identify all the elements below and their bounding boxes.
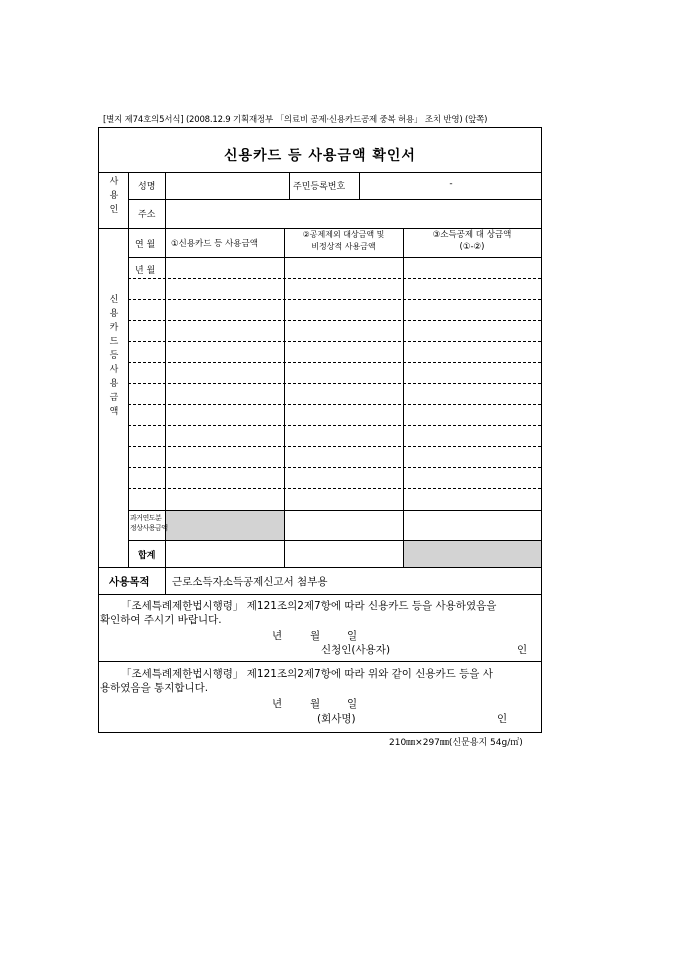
rrn-label: 주민등록번호 [293,182,346,192]
company-seal[interactable]: 인 [497,713,508,725]
applicant-label: 신청인(사용자) [321,644,391,656]
shaded-cell [166,511,284,540]
request-date-day: 일 [347,630,358,642]
col-deductible-amount-header: ③소득공제 대 상금액 (①-②) [432,230,512,252]
company-label: (회사명) [317,713,356,725]
total-row-label: 합계 [138,551,156,561]
col-excluded-amount-header: ②공제제외 대상금액 및 비정상적 사용금액 [302,230,385,251]
col-card-amount-header: ①신용카드 등 사용금액 [171,239,258,249]
request-text-line2: 확인하여 주시기 바랍니다. [100,614,222,626]
shaded-cell [404,541,541,567]
request-text-line1: 「조세특례제한법시행령」 제121조의2제7항에 따라 신용카드 등을 사용하였음을 [121,600,497,612]
purpose-value: 근로소득자소득공제신고서 첨부용 [172,576,328,588]
paper-spec-note: 210㎜×297㎜(신문용지 54g/㎡) [389,738,523,748]
past-year-row-label: 과거연도분 정상사용금액 [130,514,168,532]
col-month-header: 연 월 [135,240,156,250]
form-title: 신용카드 등 사용금액 확인서 [224,148,416,164]
notice-text-line1: 「조세특례제한법시행령」 제121조의2제7항에 따라 위와 같이 신용카드 등을 사 [121,668,493,680]
notice-date-month: 월 [310,698,321,710]
address-label: 주소 [138,210,156,220]
rrn-field[interactable]: - [449,179,453,189]
notice-date-day: 일 [347,698,358,710]
form-reference-note: [별지 제74호의5서식] (2008.12.9 기획재정부 「의료비 공제·신용카드공제 중복 허용」 조치 반영) (앞쪽) [103,115,488,125]
request-date-month: 월 [310,630,321,642]
notice-text-line2: 용하였음을 통지합니다. [100,682,209,694]
card-usage-label: 신 용 카 드 등 사 용 금 액 [109,295,119,417]
usage-confirmation-form [98,127,542,733]
user-label: 사 용 인 [109,177,119,215]
name-label: 성명 [138,182,156,192]
request-date-year: 년 [272,630,283,642]
applicant-seal[interactable]: 인 [517,644,528,656]
month-row-label: 년 월 [135,266,156,276]
purpose-label: 사용목적 [109,576,150,588]
notice-date-year: 년 [272,698,283,710]
